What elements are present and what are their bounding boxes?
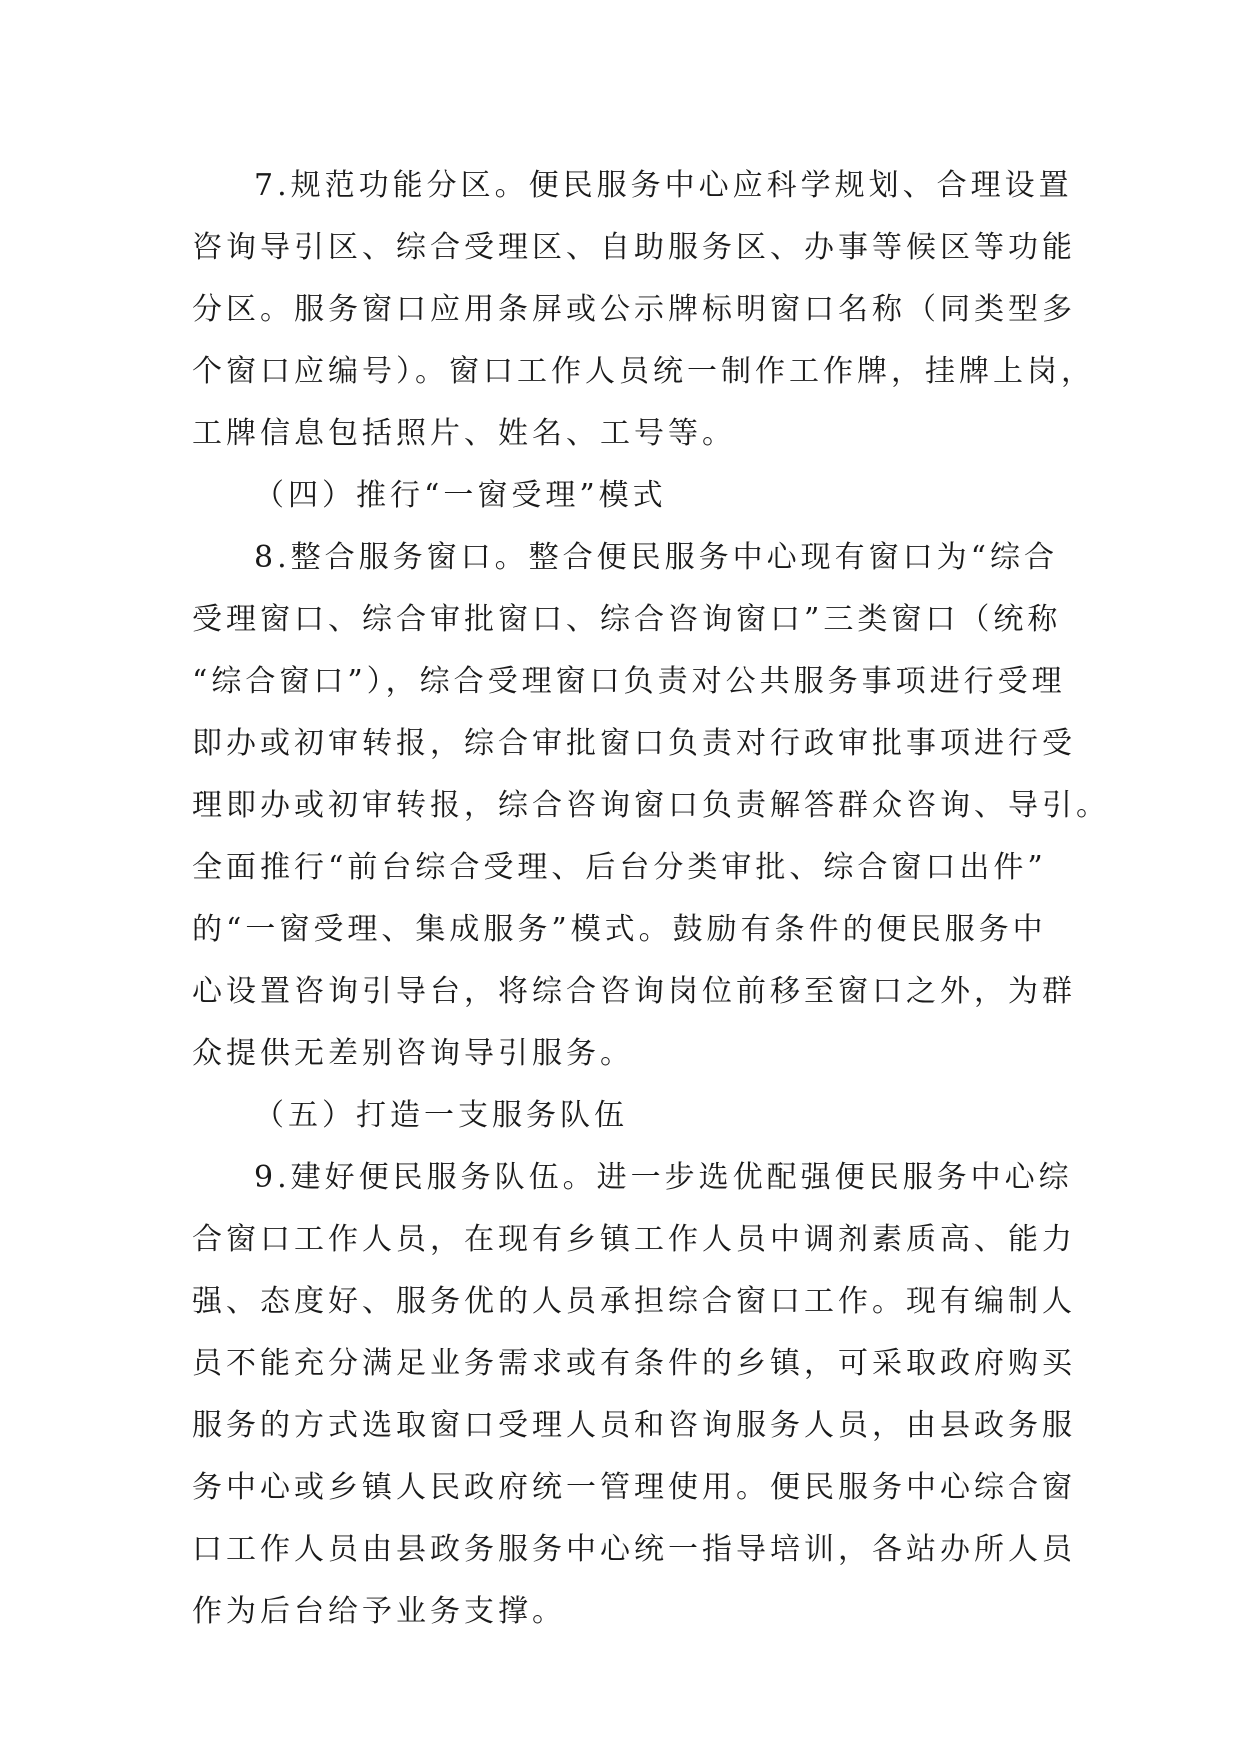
heading-line: （五）打造一支服务队伍	[254, 1098, 628, 1133]
text-line: 8.整合服务窗口。整合便民服务中心现有窗口为“综合	[254, 540, 1058, 575]
text-line: 的“一窗受理、集成服务”模式。鼓励有条件的便民服务中	[192, 912, 1047, 947]
text-line: 员不能充分满足业务需求或有条件的乡镇，可采取政府购买	[192, 1346, 1076, 1381]
paragraph-9	[192, 1147, 1076, 1643]
text-line: 全面推行“前台综合受理、后台分类审批、综合窗口出件”	[192, 850, 1047, 885]
text-line: 作为后台给予业务支撑。	[192, 1594, 566, 1629]
text-line: 心设置咨询引导台，将综合咨询岗位前移至窗口之外，为群	[192, 974, 1076, 1009]
text-line: 强、态度好、服务优的人员承担综合窗口工作。现有编制人	[192, 1284, 1076, 1319]
text-line: “综合窗口”），综合受理窗口负责对公共服务事项进行受理	[192, 664, 1066, 699]
text-line: 工牌信息包括照片、姓名、工号等。	[192, 416, 736, 451]
paragraph-8	[192, 527, 1110, 1085]
text-line: 口工作人员由县政务服务中心统一指导培训，各站办所人员	[192, 1532, 1076, 1567]
text-line: 理即办或初审转报，综合咨询窗口负责解答群众咨询、导引。	[192, 788, 1110, 823]
text-line: 务中心或乡镇人民政府统一管理使用。便民服务中心综合窗	[192, 1470, 1076, 1505]
text-line: 众提供无差别咨询导引服务。	[192, 1036, 634, 1071]
text-line: 受理窗口、综合审批窗口、综合咨询窗口”三类窗口（统称	[192, 602, 1062, 637]
text-line: 即办或初审转报，综合审批窗口负责对行政审批事项进行受	[192, 726, 1076, 761]
text-line: 咨询导引区、综合受理区、自助服务区、办事等候区等功能	[192, 230, 1076, 265]
text-line: 合窗口工作人员，在现有乡镇工作人员中调剂素质高、能力	[192, 1222, 1076, 1257]
section-heading-4	[192, 465, 1072, 527]
text-line: 个窗口应编号）。窗口工作人员统一制作工作牌，挂牌上岗，	[192, 354, 1095, 389]
text-line: 服务的方式选取窗口受理人员和咨询服务人员，由县政务服	[192, 1408, 1076, 1443]
paragraph-7	[192, 155, 1095, 465]
section-heading-5	[192, 1085, 1072, 1147]
document-body	[192, 155, 1110, 1643]
heading-line: （四）推行“一窗受理”模式	[254, 478, 667, 513]
text-line: 分区。服务窗口应用条屏或公示牌标明窗口名称（同类型多	[192, 292, 1076, 327]
text-line: 7.规范功能分区。便民服务中心应科学规划、合理设置	[254, 168, 1073, 203]
text-line: 9.建好便民服务队伍。进一步选优配强便民服务中心综	[254, 1160, 1073, 1195]
